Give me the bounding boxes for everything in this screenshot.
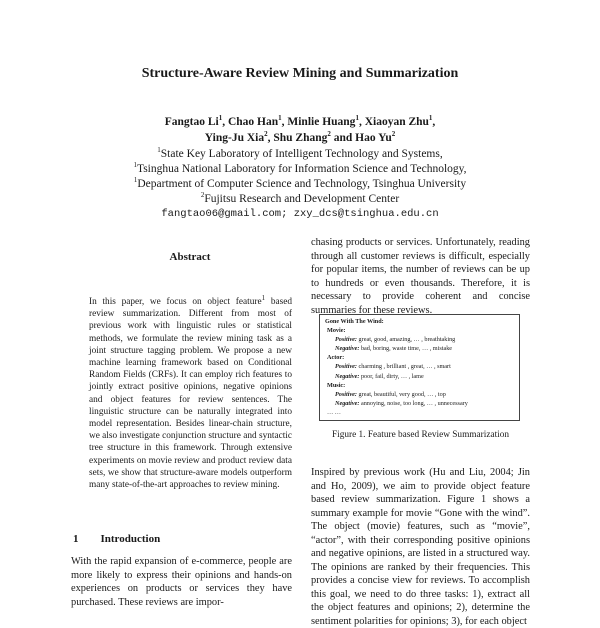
affiliation-text: State Key Laboratory of Intelligent Technology and Systems, [160, 148, 443, 160]
positive-label: Positive: [335, 390, 357, 398]
author-line-2 [0, 132, 600, 144]
affiliation-sup: 1 [133, 161, 137, 170]
negative-label: Negative: [335, 345, 360, 353]
author-emails: fangtao06@gmail.com; zxy_dcs@tsinghua.edu.cn [161, 208, 439, 220]
author-separator: , [358, 116, 365, 128]
column2-body-paragraph: Inspired by previous work (Hu and Liu, 2004; Jin and Ho, 2009), we aim to provide object feature based review summarization. Figure 1 shows a summary example for movie “Gone with the wind”. The object (movie) features, such as “movie”, “actor”, with their corresponding positive opinions and negative opinions, are listed in a structured way. The opinions are ranked by their frequencies. This provides a concise view for reviews. To accomplish this goal, we need to do three tasks: 1), extract all the object features and opinions; 2), determine the sentiment polarities for opinions; 3), for each object [311, 467, 530, 627]
affiliation-sup: 2 [200, 191, 205, 200]
abstract-heading: Abstract [169, 251, 211, 263]
figure-section-music: Music: [327, 381, 346, 389]
positive-opinions: great, good, amazing, … , breathtaking [358, 336, 456, 344]
abstract-text: In this paper, we focus on object feature [89, 297, 262, 307]
section-title: Introduction [100, 533, 161, 545]
author-line-1 [0, 116, 600, 128]
negative-label: Negative: [335, 372, 360, 380]
affiliation-3 [0, 178, 600, 192]
affiliation-text: Tsinghua National Laboratory for Information Science and Technology, [136, 163, 467, 175]
author-name: Fangtao Li [164, 116, 219, 128]
affiliation-1 [0, 148, 600, 162]
affiliation-sup: 1 [157, 146, 161, 155]
affiliation-4 [0, 193, 600, 207]
negative-opinions: poor, fail, dirty, … , lame [360, 372, 424, 380]
figure-ellipsis: … … [327, 408, 341, 416]
affiliation-2 [0, 163, 600, 177]
affiliation-text: Department of Computer Science and Technology, Tsinghua University [137, 178, 467, 190]
abstract-body [89, 293, 292, 491]
author-name: Chao Han [227, 116, 279, 128]
author-separator: , [432, 116, 436, 128]
positive-opinions: great, beautiful, very good, … , top [358, 390, 446, 398]
author-separator: , [281, 116, 288, 128]
figure-title: Gone With The Wind: [325, 318, 384, 325]
column2-top-paragraph: chasing products or services. Unfortunately, reading through all customer reviews is difficult, especially for popular items, the number of reviews can be up to hundreds or even thousands. Therefore, it is necessary to provide coherent and concise summaries for these reviews. [311, 237, 530, 316]
author-sup: 2 [264, 130, 268, 139]
author-and: and [330, 132, 356, 144]
author-name: Shu Zhang [273, 132, 328, 144]
author-sup: 1 [428, 114, 433, 123]
figure-positive-row [325, 362, 514, 371]
author-sup: 2 [391, 130, 396, 139]
negative-opinions: annoying, noise, too long, … , unnecessary [360, 399, 468, 407]
author-name: Minlie Huang [287, 116, 356, 128]
author-name: Ying-Ju Xia [204, 132, 265, 144]
footnote-mark: 1 [261, 293, 266, 302]
affiliation-sup: 1 [133, 176, 138, 185]
author-separator: , [222, 116, 228, 128]
introduction-heading [73, 533, 160, 545]
figure-section-actor: Actor: [327, 354, 345, 362]
affiliation-text: Fujitsu Research and Development Center [204, 193, 400, 205]
figure-section-movie: Movie: [327, 327, 346, 335]
introduction-body: With the rapid expansion of e-commerce, people are more likely to express their opinions and hands-on experiences on products or services they have purchased. These reviews are impor- [71, 556, 292, 608]
negative-opinions: bad, boring, waste time, … , mistake [360, 345, 453, 353]
author-sup: 1 [278, 114, 282, 123]
author-separator: , [267, 132, 274, 144]
positive-label: Positive: [335, 363, 357, 371]
author-sup: 2 [327, 130, 331, 139]
positive-label: Positive: [335, 336, 357, 344]
negative-label: Negative: [335, 399, 360, 407]
paper-title: Structure-Aware Review Mining and Summarization [141, 66, 459, 81]
figure-positive-row [325, 335, 514, 344]
section-number: 1 [73, 533, 79, 545]
author-name: Hao Yu [355, 132, 392, 144]
author-sup: 1 [355, 114, 359, 123]
figure-1-caption: Figure 1. Feature based Review Summarization [331, 430, 510, 440]
figure-positive-row [325, 390, 514, 399]
positive-opinions: charming , brilliant , great, … , smart [358, 363, 451, 371]
figure-negative-row [325, 372, 514, 381]
figure-negative-row [325, 344, 514, 353]
author-sup: 1 [218, 114, 223, 123]
author-name: Xiaoyan Zhu [364, 116, 429, 128]
figure-1-summary-box [319, 314, 520, 421]
abstract-text: based review summarization. Different from most of previous work with linguistic rules or statistical methods, we formulate the review mining task as a joint structure tagging problem. We propose a new machine learning framework based on Conditional Random Fields (CRFs). It can employ rich features to jointly extract positive opinions, negative opinions and object features for review sentences. The linguistic structure can be naturally integrated into model representation. Besides linear-chain structure, we also investigate conjunction structure and syntactic tree structure in this framework. Through extensive experiments on movie review and product review data sets, we show that structure-aware models outperform many state-of-the-art approaches to review mining. [89, 297, 292, 491]
figure-negative-row [325, 399, 514, 408]
